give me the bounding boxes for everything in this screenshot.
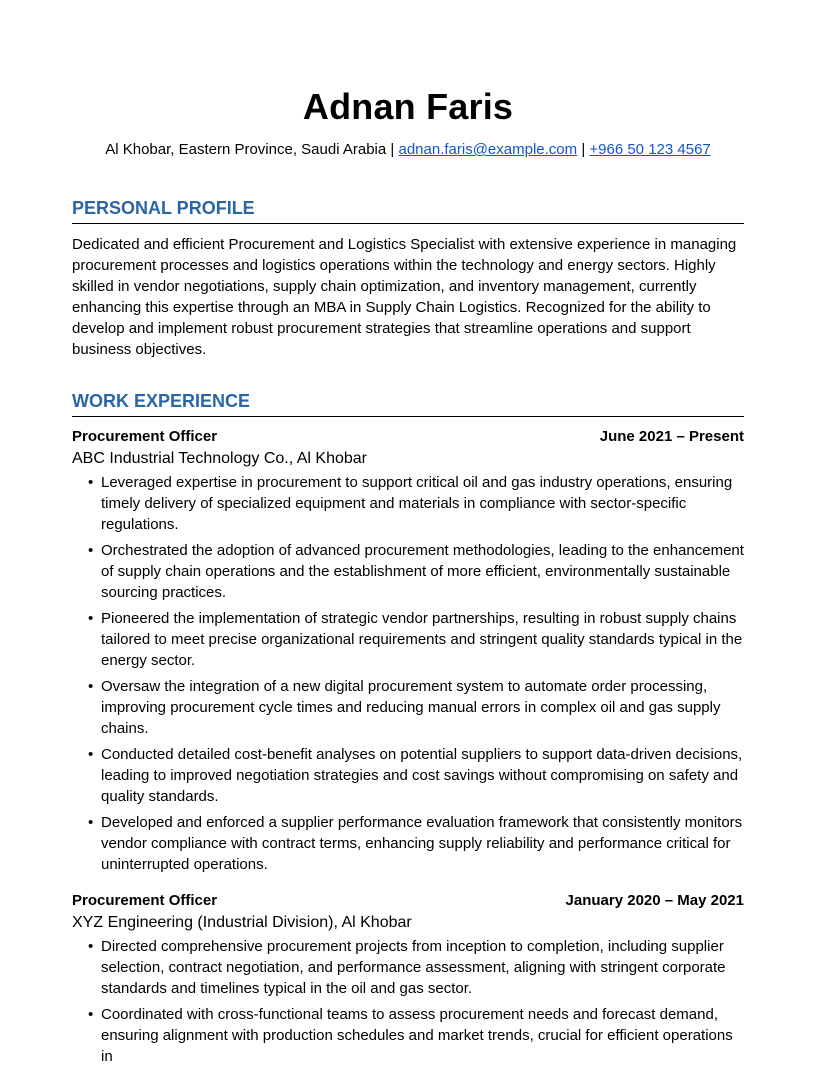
list-item [72, 744, 744, 807]
contact-separator: | [390, 141, 395, 158]
job-header [72, 891, 744, 911]
list-item [72, 540, 744, 603]
bullet-icon: • [88, 610, 94, 627]
contact-line [72, 140, 744, 160]
job-role: Procurement Officer [72, 892, 218, 909]
job-company: XYZ Engineering (Industrial Division), Al Khobar [72, 914, 412, 931]
list-item [72, 936, 744, 999]
bullet-icon: • [88, 938, 94, 955]
candidate-name: Adnan Faris [302, 86, 514, 127]
bullet-text: Orchestrated the adoption of advanced procurement methodologies, leading to the enhancement of supply chain operations and the establishment of more efficient, environmentally sustainable sourcing practices. [101, 542, 744, 601]
list-item [72, 812, 744, 875]
bullet-icon: • [88, 814, 94, 831]
bullet-icon: • [88, 1006, 94, 1023]
job-role: Procurement Officer [72, 428, 218, 445]
bullet-icon: • [88, 542, 94, 559]
bullet-text: Directed comprehensive procurement projects from inception to completion, including supplier selection, contract negotiation, and performance assessment, aligning with stringent corporate standards and timelines typical in the oil and gas sector. [101, 938, 726, 997]
job-header [72, 427, 744, 447]
bullet-icon: • [88, 678, 94, 695]
job-dates: June 2021 – Present [599, 428, 744, 445]
job-dates: January 2020 – May 2021 [565, 892, 744, 909]
list-item [72, 676, 744, 739]
bullet-text: Oversaw the integration of a new digital procurement system to automate order processing, improving procurement cycle times and reducing manual errors in complex oil and gas supply chains. [101, 678, 721, 737]
section-title-experience: WORK EXPERIENCE [72, 390, 744, 417]
contact-separator: | [581, 141, 586, 158]
email-link[interactable]: adnan.faris@example.com [398, 141, 578, 158]
resume-page [72, 0, 744, 1072]
profile-summary: Dedicated and efficient Procurement and Logistics Specialist with extensive experience in managing procurement processes and logistics operations within the technology and energy sectors. Highly skilled in vendor negotiations, supply chain optimization, and inventory management, currently enhancing this expertise through an MBA in Supply Chain Logistics. Recognized for the ability to develop and implement robust procurement strategies that streamline operations and support business objectives. [72, 236, 737, 358]
location-text: Al Khobar, Eastern Province, Saudi Arabia [105, 141, 387, 158]
job-bullets [72, 472, 744, 875]
bullet-text: Conducted detailed cost-benefit analyses on potential suppliers to support data-driven decisions, leading to improved negotiation strategies and cost savings without compromising on safety and quality standards. [101, 746, 743, 805]
job-company: ABC Industrial Technology Co., Al Khobar [72, 450, 367, 467]
bullet-icon: • [88, 746, 94, 763]
job-entry [72, 427, 744, 875]
list-item [72, 608, 744, 671]
phone-link[interactable]: +966 50 123 4567 [589, 141, 711, 158]
bullet-text: Coordinated with cross-functional teams to assess procurement needs and forecast demand, ensuring alignment with production schedules and market trends, crucial for efficient operations in [101, 1006, 733, 1065]
job-bullets [72, 936, 744, 1067]
bullet-text: Developed and enforced a supplier performance evaluation framework that consistently monitors vendor compliance with contract terms, enhancing supply reliability and performance critical for uninterrupted operations. [101, 814, 743, 873]
bullet-text: Pioneered the implementation of strategic vendor partnerships, resulting in robust supply chains tailored to meet precise organizational requirements and stringent quality standards typical in the energy sector. [101, 610, 743, 669]
section-title-profile: PERSONAL PROFILE [72, 197, 744, 224]
bullet-text: Leveraged expertise in procurement to support critical oil and gas industry operations, ensuring timely delivery of specialized equipment and materials in compliance with sector-specific regulations. [101, 474, 733, 533]
bullet-icon: • [88, 474, 94, 491]
list-item [72, 1004, 744, 1067]
list-item [72, 472, 744, 535]
job-entry [72, 891, 744, 1067]
